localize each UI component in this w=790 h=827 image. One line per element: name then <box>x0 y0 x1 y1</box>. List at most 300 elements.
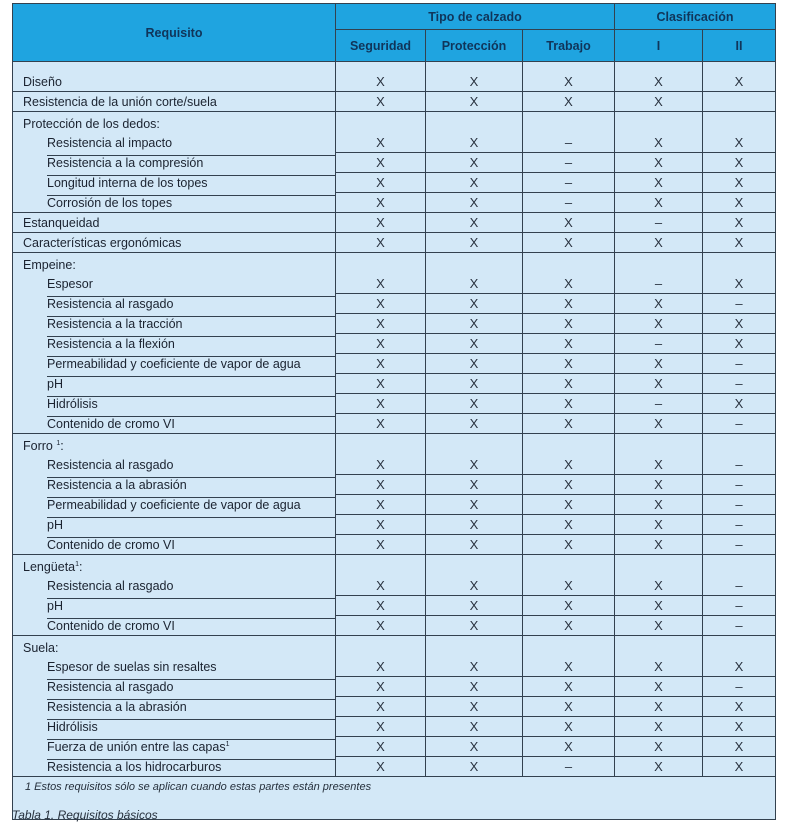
empty-cell <box>523 253 615 275</box>
mark-cell: X <box>336 697 426 717</box>
mark-cell: X <box>426 374 523 394</box>
mark-cell: X <box>336 274 426 294</box>
mark-cell: X <box>523 274 615 294</box>
mark-cell: X <box>426 515 523 535</box>
group-label-text: Forro <box>23 438 53 453</box>
mark-cell: X <box>523 576 615 596</box>
mark-cell: – <box>615 334 703 354</box>
mark-cell: – <box>703 294 776 314</box>
requirement-label <box>13 475 336 495</box>
mark-cell: X <box>336 475 426 495</box>
mark-cell: X <box>336 576 426 596</box>
table-row <box>13 314 776 334</box>
mark-cell: X <box>523 92 615 112</box>
mark-cell: X <box>336 193 426 213</box>
sub-requirement <box>47 195 335 210</box>
sub-requirement-text: Resistencia a la flexión <box>47 337 175 351</box>
header-col-proteccion: Protección <box>426 30 523 62</box>
mark-cell: X <box>523 596 615 616</box>
group-label-text: Protección de los dedos: <box>23 116 160 131</box>
sub-requirement-text: Contenido de cromo VI <box>47 618 175 633</box>
mark-cell: X <box>523 354 615 374</box>
mark-cell: X <box>426 314 523 334</box>
mark-cell: X <box>426 535 523 555</box>
mark-cell: X <box>336 294 426 314</box>
sub-requirement <box>47 296 335 311</box>
table-row <box>13 596 776 616</box>
empty-cell <box>703 636 776 658</box>
mark-cell: X <box>426 475 523 495</box>
sub-requirement-text: Espesor de suelas sin resaltes <box>47 659 217 674</box>
mark-cell: – <box>703 495 776 515</box>
mark-cell: X <box>336 233 426 253</box>
table-row <box>13 72 776 92</box>
mark-cell: X <box>703 193 776 213</box>
group-row <box>13 253 776 275</box>
mark-cell: X <box>703 233 776 253</box>
table-row <box>13 455 776 475</box>
sub-requirement-text: Longitud interna de los topes <box>47 176 208 190</box>
mark-cell: X <box>703 717 776 737</box>
mark-cell: X <box>426 92 523 112</box>
sub-requirement <box>47 537 335 552</box>
mark-cell: X <box>336 717 426 737</box>
empty-cell <box>336 253 426 275</box>
table-row <box>13 697 776 717</box>
mark-cell: X <box>336 677 426 697</box>
sub-requirement <box>47 679 335 694</box>
footnote-ref: 1 <box>225 740 230 748</box>
mark-cell: X <box>703 737 776 757</box>
mark-cell: X <box>523 677 615 697</box>
mark-cell <box>703 92 776 112</box>
sub-requirement <box>47 416 335 431</box>
mark-cell: X <box>426 717 523 737</box>
mark-cell: – <box>523 173 615 193</box>
mark-cell: – <box>615 394 703 414</box>
empty-cell <box>336 112 426 134</box>
mark-cell: X <box>336 657 426 677</box>
sub-requirement <box>47 660 335 674</box>
sub-requirement-text: Fuerza de unión entre las capas <box>47 740 226 754</box>
sub-requirement-text: Espesor <box>47 276 93 291</box>
mark-cell: X <box>336 757 426 777</box>
table-row <box>13 274 776 294</box>
table-row <box>13 394 776 414</box>
table-caption: Tabla 1. Requisitos básicos <box>12 808 158 822</box>
table-row <box>13 294 776 314</box>
mark-cell: X <box>615 455 703 475</box>
empty-cell <box>615 253 703 275</box>
table-row <box>13 576 776 596</box>
mark-cell: X <box>615 515 703 535</box>
mark-cell: – <box>703 596 776 616</box>
sub-requirement-text: pH <box>47 599 63 613</box>
mark-cell: X <box>523 213 615 233</box>
requirement-label: Estanqueidad <box>13 213 336 233</box>
mark-cell: X <box>703 314 776 334</box>
table-row <box>13 657 776 677</box>
table-row <box>13 92 776 112</box>
empty-cell <box>703 62 776 73</box>
mark-cell: X <box>426 153 523 173</box>
mark-cell: X <box>523 616 615 636</box>
table-row <box>13 414 776 434</box>
mark-cell: X <box>523 737 615 757</box>
mark-cell: X <box>615 616 703 636</box>
requirement-label <box>13 314 336 334</box>
requirement-label <box>13 495 336 515</box>
mark-cell: X <box>615 233 703 253</box>
mark-cell: X <box>336 72 426 92</box>
footnote-ref: 1 <box>56 439 61 447</box>
sub-requirement-text: Contenido de cromo VI <box>47 537 175 552</box>
table-row <box>13 616 776 636</box>
sub-requirement-text: Resistencia al rasgado <box>47 578 174 593</box>
mark-cell: X <box>336 616 426 636</box>
mark-cell: – <box>523 193 615 213</box>
table-row <box>13 193 776 213</box>
group-label-suffix: : <box>60 438 64 453</box>
mark-cell: X <box>426 354 523 374</box>
mark-cell: X <box>523 394 615 414</box>
mark-cell: – <box>523 757 615 777</box>
sub-requirement-text: Permeabilidad y coeficiente de vapor de agua <box>47 357 301 371</box>
sub-requirement-text: Corrosión de los topes <box>47 195 173 210</box>
requirement-label <box>13 133 336 153</box>
table-row <box>13 213 776 233</box>
group-label <box>13 112 336 134</box>
table-row <box>13 133 776 153</box>
sub-requirement-text: Hidrólisis <box>47 720 98 734</box>
mark-cell: X <box>336 394 426 414</box>
mark-cell: X <box>336 374 426 394</box>
mark-cell: X <box>523 374 615 394</box>
empty-cell <box>703 253 776 275</box>
empty-cell <box>615 555 703 577</box>
mark-cell: X <box>336 173 426 193</box>
table-row <box>13 495 776 515</box>
table-row <box>13 717 776 737</box>
empty-cell <box>336 636 426 658</box>
empty-cell <box>336 62 426 73</box>
empty-cell <box>703 112 776 134</box>
mark-cell: X <box>523 495 615 515</box>
sub-requirement <box>47 759 335 774</box>
mark-cell: – <box>615 213 703 233</box>
mark-cell: X <box>336 737 426 757</box>
mark-cell: X <box>523 697 615 717</box>
table-row <box>13 173 776 193</box>
mark-cell: X <box>336 334 426 354</box>
mark-cell: X <box>426 677 523 697</box>
table-row <box>13 677 776 697</box>
sub-requirement <box>47 336 335 351</box>
mark-cell: X <box>615 576 703 596</box>
mark-cell: X <box>615 757 703 777</box>
group-label <box>13 636 336 658</box>
requirement-label <box>13 455 336 475</box>
mark-cell: X <box>336 92 426 112</box>
empty-cell <box>523 62 615 73</box>
mark-cell: X <box>426 394 523 414</box>
empty-cell <box>336 555 426 577</box>
sub-requirement <box>47 517 335 532</box>
mark-cell: X <box>615 475 703 495</box>
mark-cell: X <box>336 153 426 173</box>
spacer-row <box>13 62 776 73</box>
mark-cell: X <box>703 757 776 777</box>
group-row <box>13 112 776 134</box>
mark-cell: X <box>703 213 776 233</box>
empty-cell <box>426 62 523 73</box>
requirement-label: Diseño <box>13 72 336 92</box>
requirement-label <box>13 657 336 677</box>
mark-cell: X <box>523 475 615 495</box>
mark-cell: X <box>615 193 703 213</box>
empty-cell <box>523 555 615 577</box>
table-row <box>13 153 776 173</box>
requirement-label <box>13 515 336 535</box>
table-row <box>13 374 776 394</box>
requirement-label <box>13 737 336 757</box>
requirement-label: Resistencia de la unión corte/suela <box>13 92 336 112</box>
mark-cell: X <box>426 334 523 354</box>
sub-requirement <box>47 739 335 754</box>
mark-cell: X <box>426 274 523 294</box>
mark-cell: X <box>523 455 615 475</box>
requirement-label <box>13 697 336 717</box>
table-row <box>13 475 776 495</box>
mark-cell: X <box>615 657 703 677</box>
sub-requirement-text: Resistencia a los hidrocarburos <box>47 759 222 774</box>
group-row <box>13 434 776 456</box>
sub-requirement-text: pH <box>47 518 63 532</box>
sub-requirement <box>47 356 335 371</box>
requirement-label <box>13 394 336 414</box>
mark-cell: X <box>426 173 523 193</box>
requirement-label <box>13 757 336 777</box>
mark-cell: – <box>523 133 615 153</box>
requirement-label <box>13 717 336 737</box>
requirement-label <box>13 616 336 636</box>
mark-cell: X <box>426 697 523 717</box>
mark-cell: X <box>426 455 523 475</box>
header-col-seguridad: Seguridad <box>336 30 426 62</box>
mark-cell: X <box>523 334 615 354</box>
mark-cell: X <box>426 657 523 677</box>
mark-cell: X <box>336 213 426 233</box>
sub-requirement <box>47 618 335 633</box>
mark-cell: X <box>426 616 523 636</box>
requirement-label <box>13 596 336 616</box>
mark-cell: X <box>426 495 523 515</box>
sub-requirement-text: Resistencia al rasgado <box>47 680 174 694</box>
header-classification: Clasificación <box>615 4 776 30</box>
requirement-label <box>13 274 336 294</box>
mark-cell: X <box>336 414 426 434</box>
mark-cell: – <box>703 475 776 495</box>
mark-cell: X <box>426 576 523 596</box>
empty-cell <box>426 555 523 577</box>
requirement-label <box>13 153 336 173</box>
header-col-class-i: I <box>615 30 703 62</box>
empty-cell <box>615 636 703 658</box>
sub-requirement <box>47 155 335 170</box>
sub-requirement <box>47 316 335 331</box>
group-label <box>13 434 336 456</box>
sub-requirement <box>47 699 335 714</box>
requirement-label <box>13 173 336 193</box>
empty-cell <box>523 112 615 134</box>
table-body <box>13 62 776 820</box>
sub-requirement-text: Resistencia al rasgado <box>47 297 174 311</box>
mark-cell: X <box>426 213 523 233</box>
mark-cell: – <box>703 616 776 636</box>
sub-requirement-text: Hidrólisis <box>47 397 98 411</box>
group-row <box>13 636 776 658</box>
empty-cell <box>426 434 523 456</box>
empty-cell <box>615 112 703 134</box>
sub-requirement-text: pH <box>47 377 63 391</box>
mark-cell: X <box>426 596 523 616</box>
mark-cell: X <box>703 72 776 92</box>
empty-cell <box>426 112 523 134</box>
mark-cell: X <box>523 717 615 737</box>
footnote: 1 Estos requisitos sólo se aplican cuando estas partes están presentes <box>13 777 776 820</box>
group-label-text: Empeine: <box>23 257 76 272</box>
mark-cell: – <box>703 374 776 394</box>
table-row <box>13 233 776 253</box>
group-label <box>13 253 336 275</box>
sub-requirement-text: Contenido de cromo VI <box>47 416 175 431</box>
requirement-label <box>13 294 336 314</box>
mark-cell: – <box>703 535 776 555</box>
mark-cell: X <box>426 233 523 253</box>
mark-cell: – <box>703 354 776 374</box>
header-col-class-ii: II <box>703 30 776 62</box>
mark-cell: X <box>615 677 703 697</box>
mark-cell: X <box>336 515 426 535</box>
sub-requirement <box>47 277 335 291</box>
mark-cell: X <box>615 153 703 173</box>
group-label-text: Lengüeta <box>23 559 76 574</box>
mark-cell: X <box>615 354 703 374</box>
table-row <box>13 334 776 354</box>
mark-cell: X <box>426 193 523 213</box>
requirement-label <box>13 374 336 394</box>
mark-cell: – <box>523 153 615 173</box>
sub-requirement <box>47 175 335 190</box>
requirement-label <box>13 193 336 213</box>
empty-cell <box>615 62 703 73</box>
empty-cell <box>703 434 776 456</box>
requirement-label <box>13 354 336 374</box>
mark-cell: X <box>615 314 703 334</box>
group-row <box>13 555 776 577</box>
sub-requirement <box>47 598 335 613</box>
empty-cell <box>426 636 523 658</box>
sub-requirement-text: Resistencia al impacto <box>47 135 173 150</box>
mark-cell: X <box>336 354 426 374</box>
sub-requirement <box>47 396 335 411</box>
table-row <box>13 515 776 535</box>
mark-cell: X <box>523 233 615 253</box>
mark-cell: X <box>615 72 703 92</box>
mark-cell: X <box>703 133 776 153</box>
group-label-text: Suela: <box>23 640 59 655</box>
requirement-label <box>13 414 336 434</box>
mark-cell: X <box>523 72 615 92</box>
mark-cell: – <box>703 515 776 535</box>
mark-cell: X <box>615 535 703 555</box>
mark-cell: X <box>336 596 426 616</box>
requirement-label <box>13 677 336 697</box>
mark-cell: X <box>615 294 703 314</box>
mark-cell: X <box>703 394 776 414</box>
empty-cell <box>523 636 615 658</box>
mark-cell: X <box>523 414 615 434</box>
sub-requirement <box>47 458 335 472</box>
mark-cell: X <box>615 697 703 717</box>
mark-cell: X <box>426 737 523 757</box>
requirements-table <box>12 3 776 820</box>
sub-requirement <box>47 477 335 492</box>
mark-cell: – <box>703 414 776 434</box>
footnote-ref: 1 <box>75 560 80 568</box>
mark-cell: – <box>703 677 776 697</box>
empty-cell <box>703 555 776 577</box>
mark-cell: X <box>615 737 703 757</box>
table-row <box>13 354 776 374</box>
mark-cell: X <box>703 153 776 173</box>
mark-cell: X <box>523 535 615 555</box>
mark-cell: X <box>615 133 703 153</box>
mark-cell: X <box>336 535 426 555</box>
sub-requirement-text: Permeabilidad y coeficiente de vapor de agua <box>47 498 301 512</box>
mark-cell: X <box>703 274 776 294</box>
sub-requirement <box>47 136 335 150</box>
group-label <box>13 555 336 577</box>
table-row <box>13 737 776 757</box>
sub-requirement-text: Resistencia al rasgado <box>47 457 174 472</box>
mark-cell: X <box>426 414 523 434</box>
spacer-cell <box>13 62 336 73</box>
mark-cell: – <box>703 576 776 596</box>
mark-cell: X <box>523 515 615 535</box>
requirement-label <box>13 576 336 596</box>
header-col-trabajo: Trabajo <box>523 30 615 62</box>
mark-cell: X <box>615 92 703 112</box>
header-footwear-type: Tipo de calzado <box>336 4 615 30</box>
mark-cell: X <box>615 414 703 434</box>
mark-cell: X <box>523 657 615 677</box>
header-requirement: Requisito <box>13 4 336 62</box>
mark-cell: – <box>615 274 703 294</box>
requirement-label <box>13 334 336 354</box>
empty-cell <box>336 434 426 456</box>
mark-cell: X <box>615 374 703 394</box>
mark-cell: X <box>523 294 615 314</box>
requirement-label <box>13 535 336 555</box>
empty-cell <box>615 434 703 456</box>
mark-cell: X <box>703 173 776 193</box>
mark-cell: X <box>336 455 426 475</box>
mark-cell: X <box>703 334 776 354</box>
mark-cell: X <box>336 133 426 153</box>
mark-cell: X <box>426 72 523 92</box>
sub-requirement-text: Resistencia a la tracción <box>47 317 183 331</box>
